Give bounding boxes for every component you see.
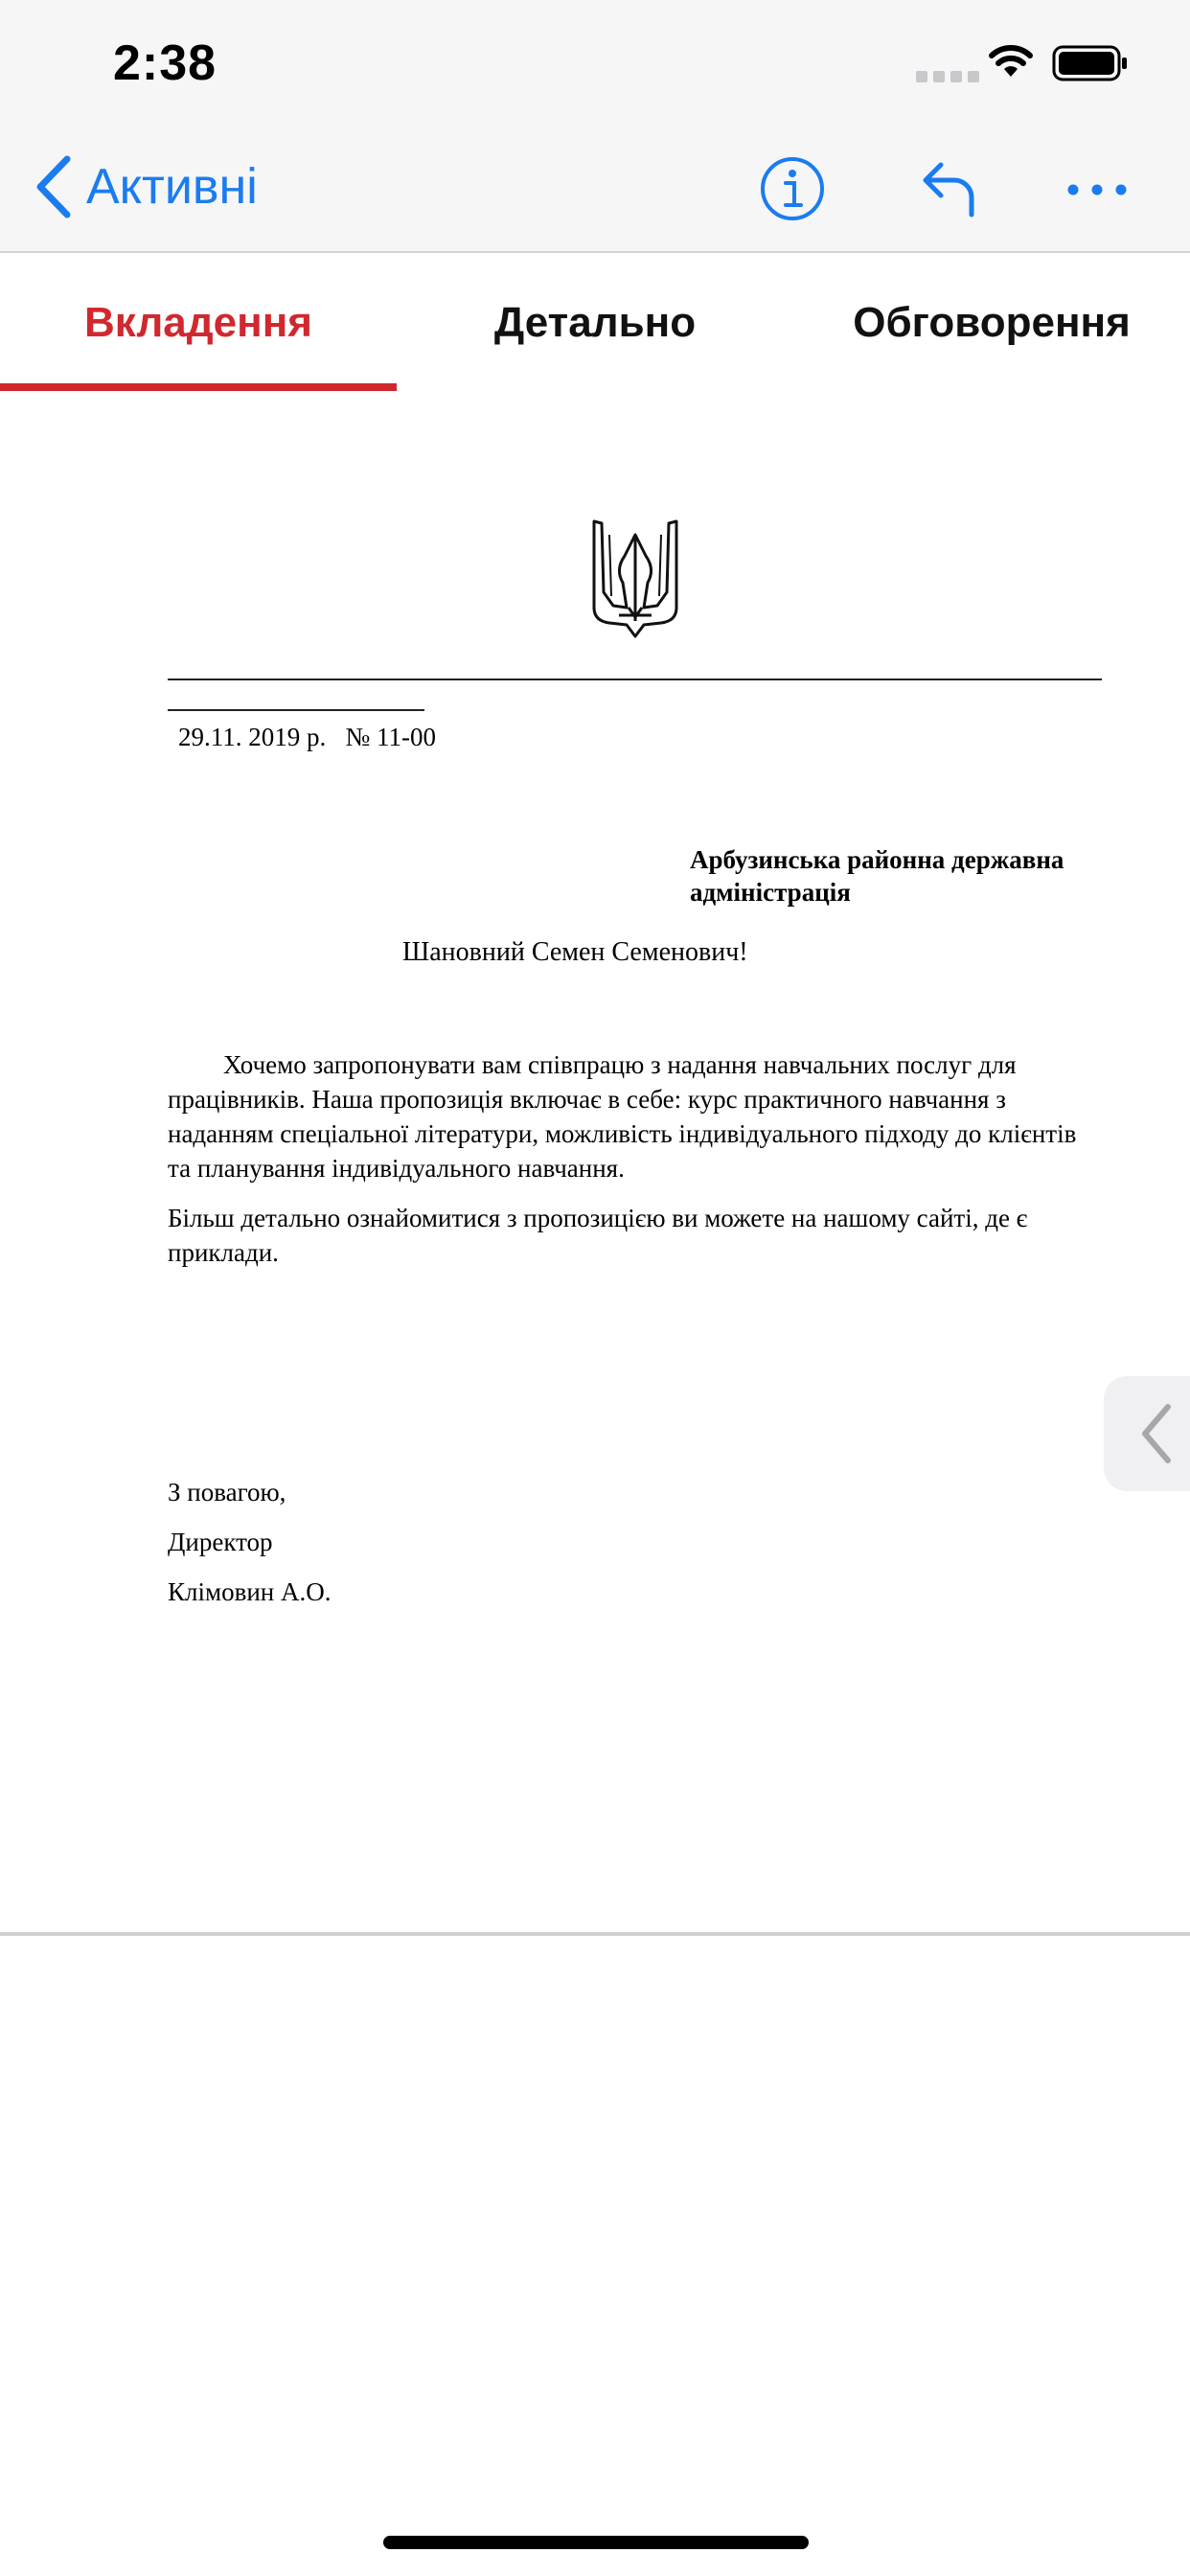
- info-icon[interactable]: [759, 155, 826, 222]
- back-label: Активні: [86, 159, 258, 215]
- home-indicator[interactable]: [383, 2536, 809, 2549]
- cellular-signal-icon: [916, 71, 979, 82]
- letterhead-rule: [168, 678, 1102, 680]
- letterhead-rule-short: [168, 709, 424, 711]
- recipient: Арбузинська районна державна адміністрація: [690, 845, 1064, 907]
- side-panel-handle[interactable]: [1104, 1376, 1190, 1491]
- tab-attachments[interactable]: Вкладення: [84, 299, 312, 346]
- tab-details[interactable]: Детально: [493, 299, 697, 346]
- back-button[interactable]: [34, 153, 258, 220]
- status-bar: [0, 0, 1190, 126]
- more-icon[interactable]: [1064, 180, 1131, 199]
- chevron-left-icon: [34, 155, 73, 218]
- chevron-left-icon: [1139, 1403, 1174, 1464]
- tab-discussion[interactable]: Обговорення: [853, 299, 1131, 346]
- signer-name: Клімовин А.О.: [168, 1577, 332, 1606]
- wifi-icon: [987, 42, 1035, 79]
- closing: З повагою,: [168, 1478, 286, 1506]
- signer-position: Директор: [168, 1528, 273, 1556]
- battery-icon: [1052, 44, 1129, 82]
- tab-bar: [0, 255, 1190, 391]
- navigation-bar: [0, 126, 1190, 253]
- document-end-divider: [0, 1932, 1190, 1936]
- status-time: 2:38: [113, 35, 217, 91]
- salutation: Шановний Семен Семенович!: [402, 937, 748, 967]
- reply-icon[interactable]: [920, 155, 977, 222]
- active-tab-indicator: [0, 383, 397, 391]
- body-paragraph: Хочемо запропонувати вам співпрацю з надання навчальних послуг для працівників. Наша пропозиція включає в себе: курс практичного навчання з наданням спеціальної літератури, можливість індивідуального підходу до клієнтів та планування індивідуального навчання.: [168, 1050, 1077, 1183]
- coat-of-arms-icon: [590, 516, 680, 638]
- body-paragraph: Більш детально ознайомитися з пропозицією ви можете на нашому сайті, де є приклади.: [168, 1204, 1028, 1267]
- document-date-number: 29.11. 2019 р. № 11-00: [178, 723, 436, 751]
